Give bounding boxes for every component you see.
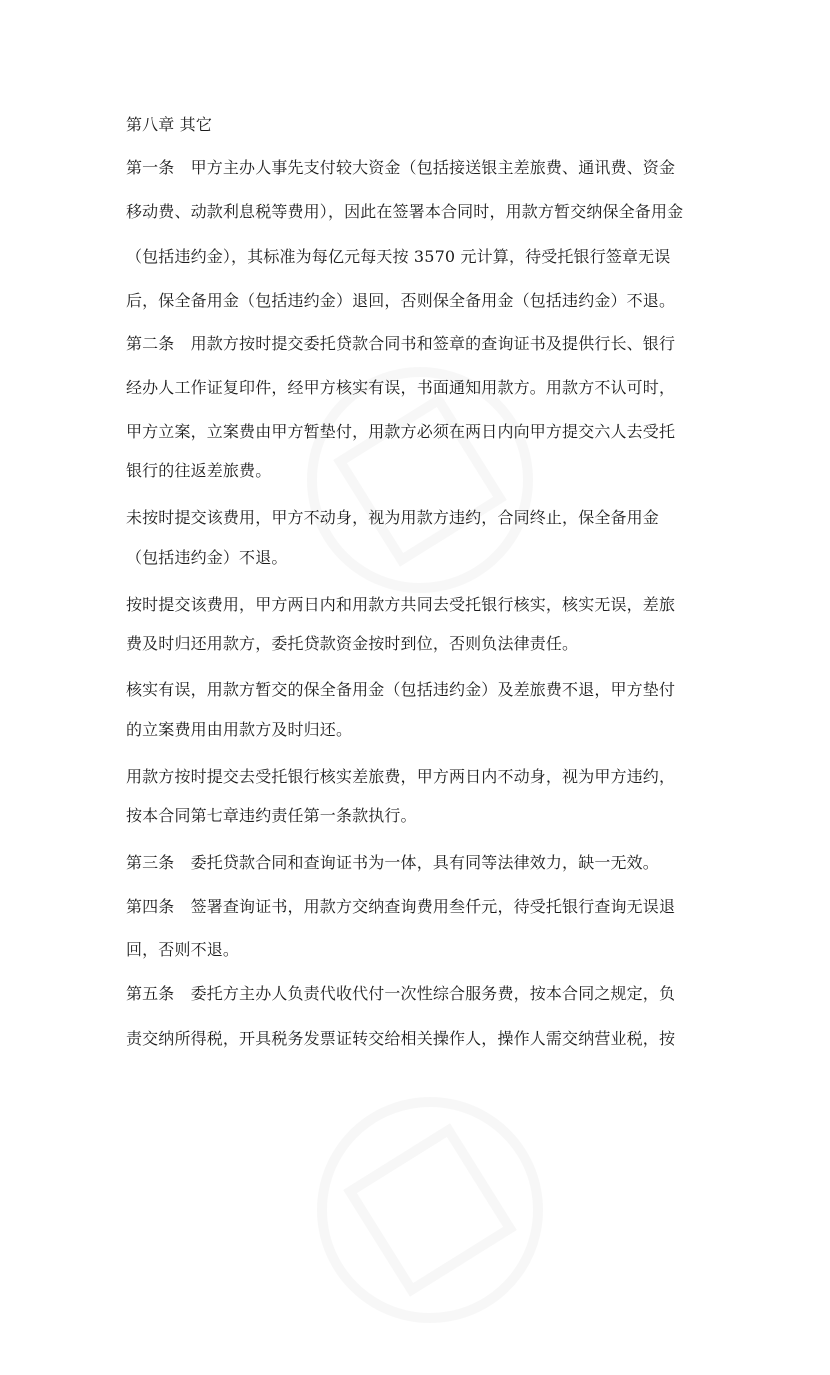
text-line: 第四条 签署查询证书，用款方交纳查询费用叁仟元，待受托银行查询无误退 xyxy=(126,897,676,916)
text-line: 的立案费用由用款方及时归还。 xyxy=(126,720,353,739)
text-line: 未按时提交该费用，甲方不动身，视为用款方违约，合同终止，保全备用金 xyxy=(126,508,659,527)
text-line: 第二条 用款方按时提交委托贷款合同书和签章的查询证书及提供行长、银行 xyxy=(126,334,676,353)
text-line: 后，保全备用金（包括违约金）退回，否则保全备用金（包括违约金）不退。 xyxy=(126,291,676,310)
text-line: 用款方按时提交去受托银行核实差旅费，甲方两日内不动身，视为甲方违约， xyxy=(126,767,676,786)
text-line: （包括违约金）不退。 xyxy=(126,548,288,567)
text-line: 按本合同第七章违约责任第一条款执行。 xyxy=(126,806,417,825)
text-line: 经办人工作证复印件，经甲方核实有误，书面通知用款方。用款方不认可时， xyxy=(126,378,676,397)
text-line: 回，否则不退。 xyxy=(126,940,240,959)
watermark-icon xyxy=(265,1045,596,1375)
chapter-heading: 第八章 其它 xyxy=(126,115,212,134)
text-line: 银行的往返差旅费。 xyxy=(126,461,272,480)
text-line: 第五条 委托方主办人负责代收代付一次性综合服务费，按本合同之规定，负 xyxy=(126,984,676,1003)
text-line: 第一条 甲方主办人事先支付较大资金（包括接送银主差旅费、通讯费、资金 xyxy=(126,158,676,177)
text-line: 核实有误，用款方暂交的保全备用金（包括违约金）及差旅费不退，甲方垫付 xyxy=(126,680,676,699)
text-line: 费及时归还用款方，委托贷款资金按时到位，否则负法律责任。 xyxy=(126,634,579,653)
text-line: 按时提交该费用，甲方两日内和用款方共同去受托银行核实，核实无误，差旅 xyxy=(126,595,676,614)
text-line: 责交纳所得税，开具税务发票证转交给相关操作人，操作人需交纳营业税，按 xyxy=(126,1029,676,1048)
text-line: （包括违约金），其标准为每亿元每天按 3570 元计算，待受托银行签章无误 xyxy=(126,247,671,266)
text-line: 移动费、动款利息税等费用），因此在签署本合同时，用款方暂交纳保全备用金 xyxy=(126,202,684,221)
text-line: 第三条 委托贷款合同和查询证书为一体，具有同等法律效力，缺一无效。 xyxy=(126,853,659,872)
text-line: 甲方立案，立案费由甲方暂垫付，用款方必须在两日内向甲方提交六人去受托 xyxy=(126,422,676,441)
